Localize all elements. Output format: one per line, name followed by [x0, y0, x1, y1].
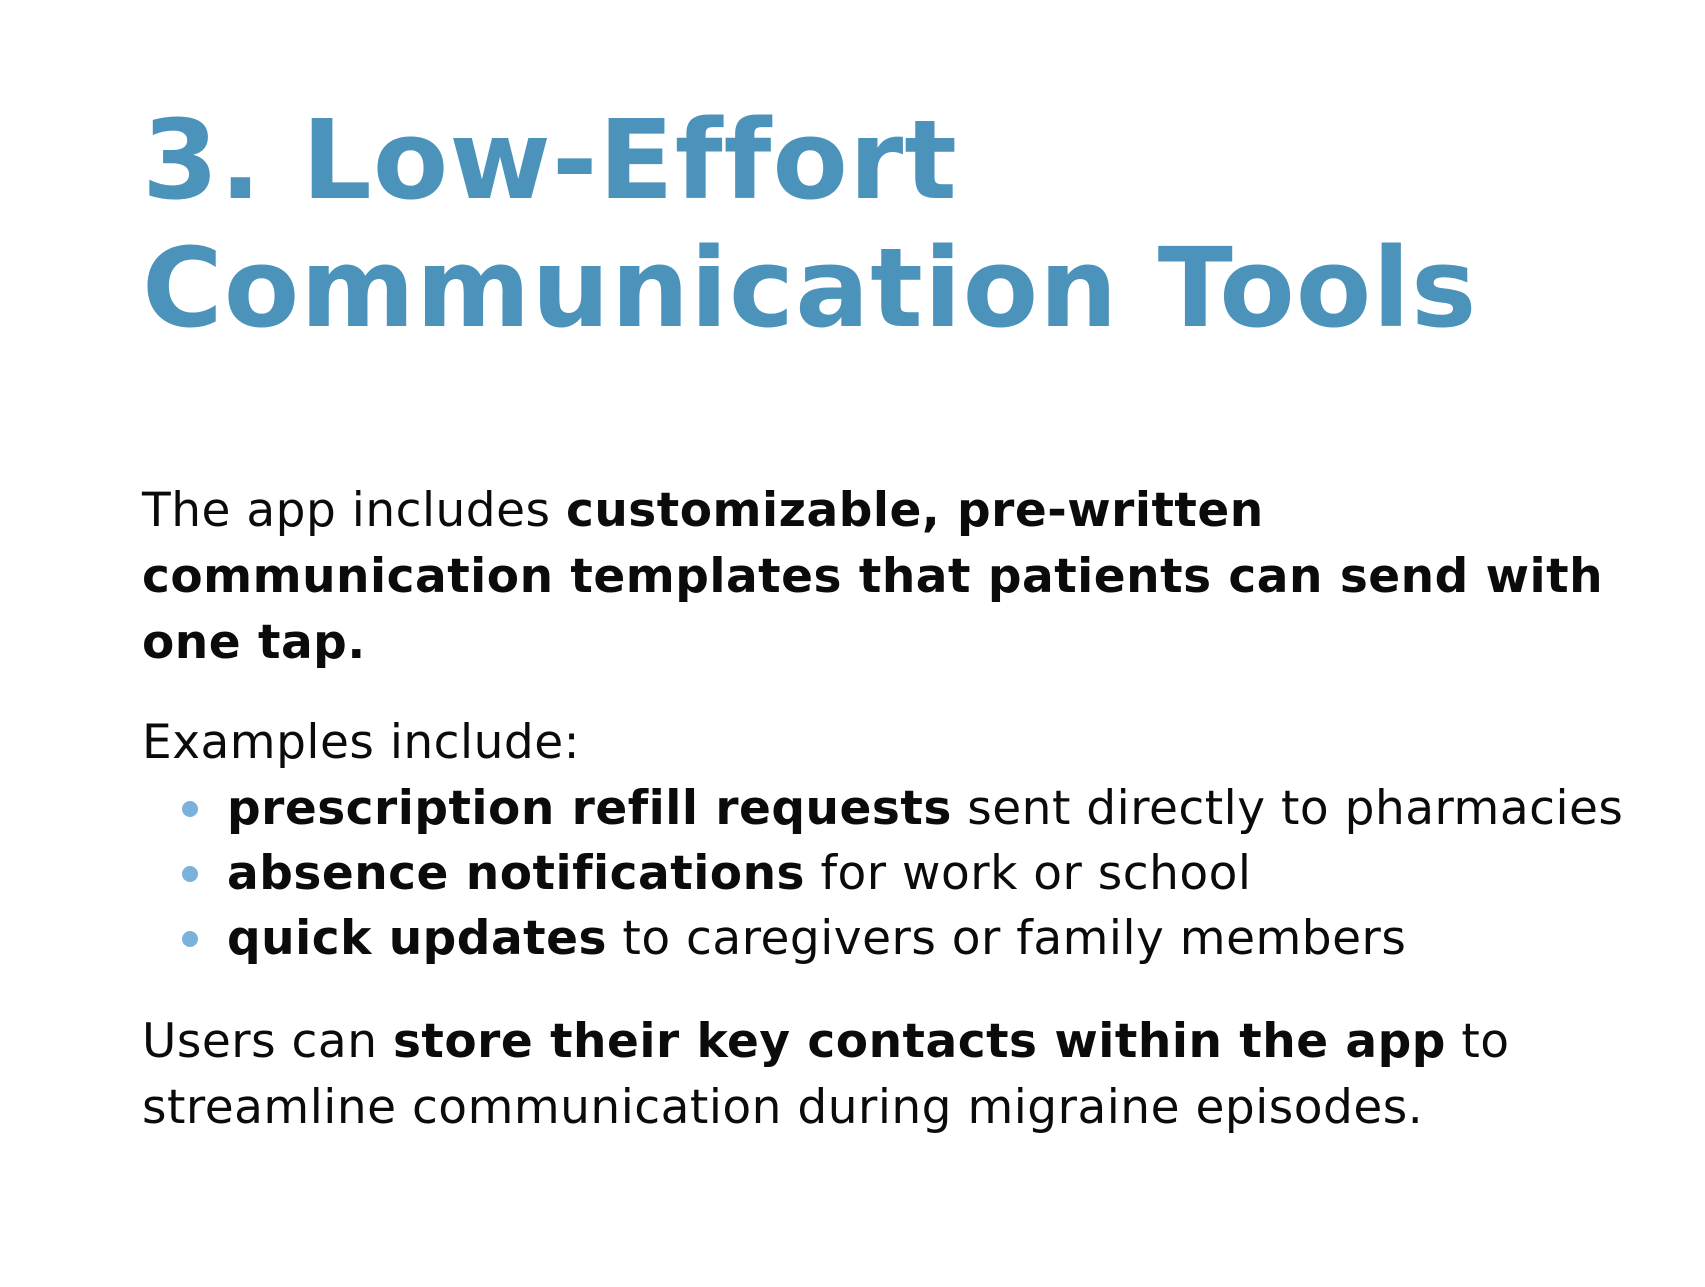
list-item-text: sent directly to pharmacies — [951, 781, 1624, 836]
title-line-2: Communication Tools — [142, 224, 1478, 352]
title-line-1: 3. Low-Effort — [142, 96, 958, 224]
bullet-dot-icon — [182, 801, 198, 817]
closing-text-after: to streamline communication during migraine episodes. — [142, 1014, 1510, 1135]
closing-bold-text: store their key contacts within the app — [392, 1014, 1446, 1069]
list-item — [227, 906, 1662, 971]
closing-text-before: Users can — [142, 1014, 393, 1069]
list-item-text: to caregivers or family members — [606, 911, 1407, 966]
list-item-bold: absence notifications — [227, 846, 806, 901]
examples-label: Examples include: — [142, 715, 580, 770]
page-title — [142, 96, 1662, 352]
bullet-dot-icon — [182, 866, 198, 882]
intro-text: The app includes — [142, 483, 566, 538]
list-item-bold: quick updates — [227, 911, 607, 966]
closing-paragraph — [142, 1009, 1662, 1141]
examples-list — [142, 776, 1662, 971]
intro-bold-text: customizable, pre-written communication templates that patients can send with one tap. — [142, 483, 1604, 670]
list-item — [227, 841, 1662, 906]
slide-content — [142, 96, 1662, 1141]
list-item-text: for work or school — [805, 846, 1252, 901]
intro-paragraph — [142, 478, 1662, 676]
bullet-dot-icon — [182, 931, 198, 947]
list-item-bold: prescription refill requests — [227, 781, 952, 836]
list-item — [227, 776, 1662, 841]
